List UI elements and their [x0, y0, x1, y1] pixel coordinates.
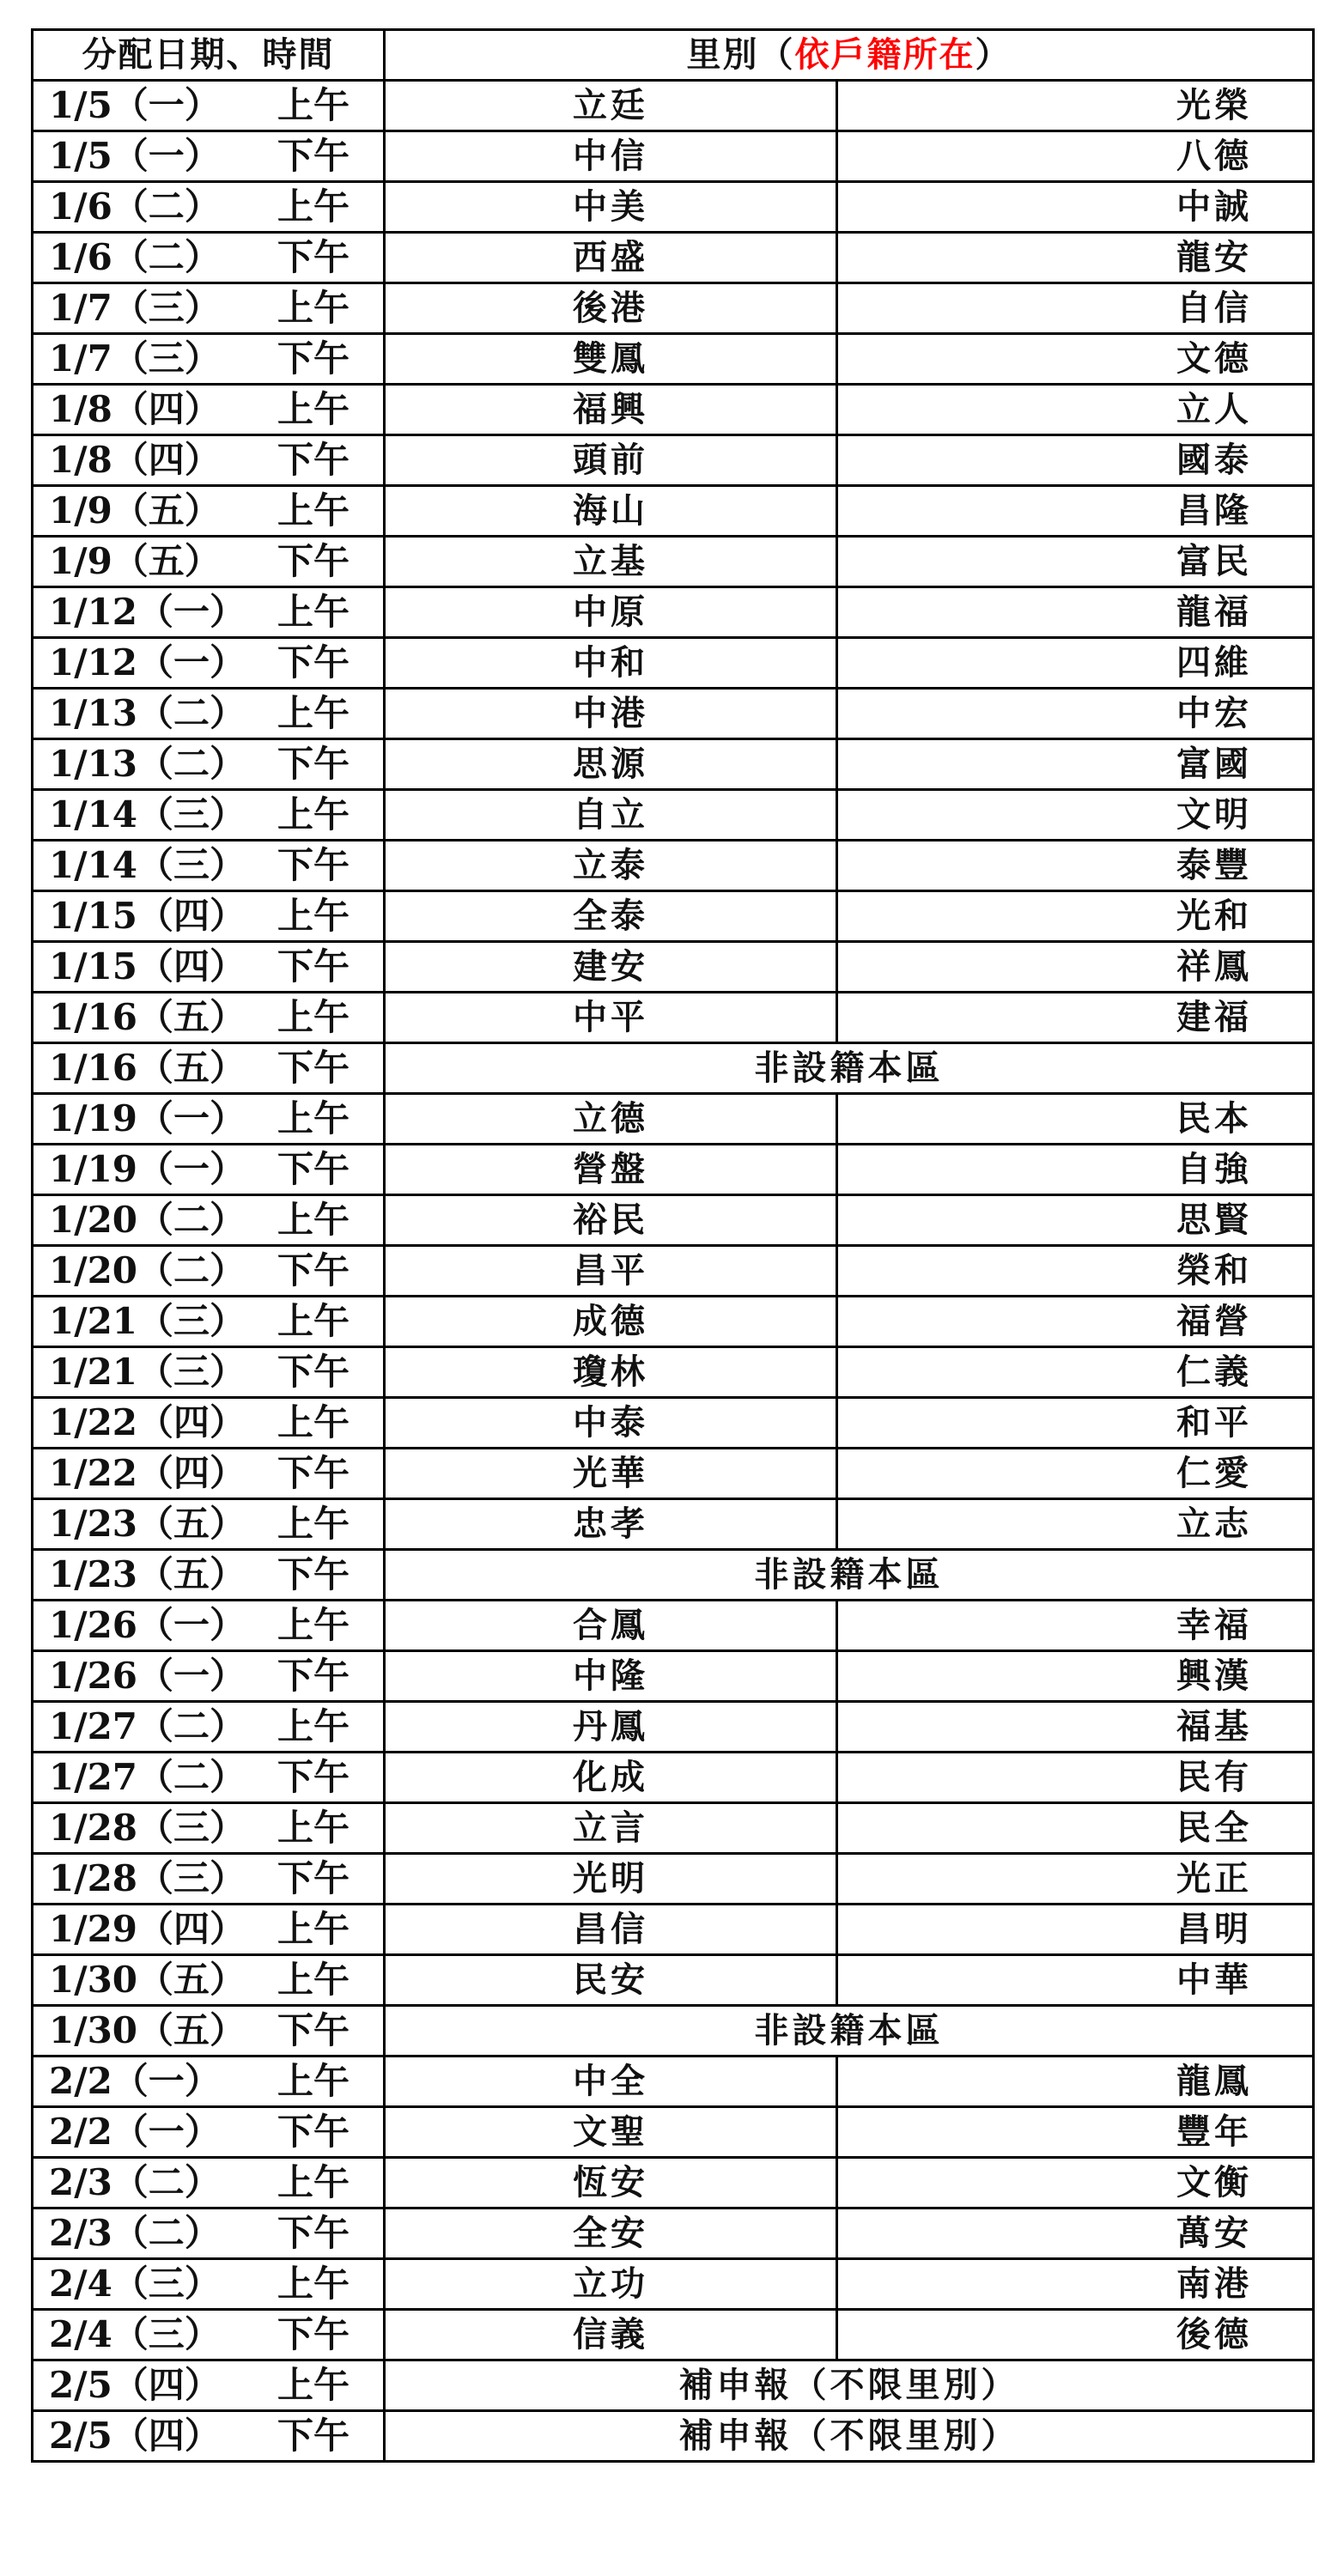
time-label: 下午 [277, 1351, 350, 1393]
village-b-cell: 和平 [837, 1398, 1314, 1449]
table-row [33, 942, 1314, 993]
village-span-cell: 非設籍本區 [385, 2006, 1314, 2057]
village-a-cell: 立基 [385, 537, 837, 587]
village-b-cell: 祥鳳 [837, 942, 1314, 993]
village-a-cell: 瓊林 [385, 1347, 837, 1398]
date-label: 1/12（一） [49, 591, 246, 633]
village-b-cell: 民有 [837, 1753, 1314, 1803]
date-label: 1/27（二） [49, 1756, 246, 1798]
village-b-cell: 後德 [837, 2310, 1314, 2360]
header-village [385, 30, 1314, 81]
time-label: 下午 [277, 135, 350, 177]
village-a-cell: 忠孝 [385, 1499, 837, 1550]
village-a-cell: 中和 [385, 638, 837, 689]
date-label: 1/5（一） [49, 135, 221, 177]
date-label: 1/9（五） [49, 489, 221, 532]
table-row [33, 2006, 1314, 2057]
date-label: 1/8（四） [49, 439, 221, 481]
village-a-cell: 光華 [385, 1449, 837, 1499]
table-row [33, 2158, 1314, 2208]
date-time-cell [33, 435, 385, 486]
table-row [33, 1905, 1314, 1955]
village-a-cell: 中全 [385, 2057, 837, 2107]
date-time-cell [33, 739, 385, 790]
time-label: 上午 [277, 287, 350, 329]
date-label: 1/28（三） [49, 1807, 246, 1849]
time-label: 下午 [277, 1655, 350, 1697]
date-label: 1/12（一） [49, 641, 246, 683]
date-label: 1/13（二） [49, 743, 246, 785]
time-label: 下午 [277, 1857, 350, 1899]
date-label: 2/3（二） [49, 2161, 221, 2203]
village-a-cell: 中原 [385, 587, 837, 638]
time-label: 下午 [277, 641, 350, 683]
date-label: 1/21（三） [49, 1351, 246, 1393]
date-time-cell [33, 1651, 385, 1702]
date-time-cell [33, 2411, 385, 2462]
date-label: 1/14（三） [49, 844, 246, 886]
village-a-cell: 丹鳳 [385, 1702, 837, 1753]
village-b-cell: 自強 [837, 1145, 1314, 1195]
date-time-cell [33, 2158, 385, 2208]
time-label: 下午 [277, 1249, 350, 1291]
village-a-cell: 頭前 [385, 435, 837, 486]
village-span-cell: 補申報（不限里別） [385, 2411, 1314, 2462]
date-label: 1/26（一） [49, 1655, 246, 1697]
date-label: 1/29（四） [49, 1908, 246, 1950]
village-b-cell: 國泰 [837, 435, 1314, 486]
date-time-cell [33, 2208, 385, 2259]
date-time-cell [33, 1145, 385, 1195]
village-a-cell: 西盛 [385, 233, 837, 283]
time-label: 上午 [277, 1908, 350, 1950]
village-b-cell: 光榮 [837, 81, 1314, 131]
header-village-note: 依戶籍所在 [794, 34, 976, 75]
date-label: 1/8（四） [49, 388, 221, 430]
village-b-cell: 中華 [837, 1955, 1314, 2006]
table-row [33, 739, 1314, 790]
village-a-cell: 合鳳 [385, 1601, 837, 1651]
table-row [33, 1803, 1314, 1854]
date-time-cell [33, 1043, 385, 1094]
schedule-body [33, 81, 1314, 2462]
village-a-cell: 海山 [385, 486, 837, 537]
village-b-cell: 中誠 [837, 182, 1314, 233]
table-row [33, 2360, 1314, 2411]
time-label: 上午 [277, 489, 350, 532]
time-label: 上午 [277, 2161, 350, 2203]
table-row [33, 587, 1314, 638]
date-label: 1/27（二） [49, 1705, 246, 1747]
village-a-cell: 思源 [385, 739, 837, 790]
village-b-cell: 龍安 [837, 233, 1314, 283]
date-label: 1/6（二） [49, 185, 221, 228]
village-a-cell: 昌信 [385, 1905, 837, 1955]
header-row [33, 30, 1314, 81]
village-span-cell: 非設籍本區 [385, 1043, 1314, 1094]
date-time-cell [33, 1955, 385, 2006]
time-label: 上午 [277, 185, 350, 228]
time-label: 下午 [277, 2415, 350, 2457]
date-time-cell [33, 1398, 385, 1449]
date-label: 1/21（三） [49, 1300, 246, 1342]
table-row [33, 2107, 1314, 2158]
date-time-cell [33, 1195, 385, 1246]
time-label: 下午 [277, 844, 350, 886]
time-label: 上午 [277, 2364, 350, 2406]
date-label: 1/19（一） [49, 1148, 246, 1190]
village-a-cell: 立廷 [385, 81, 837, 131]
time-label: 上午 [277, 1199, 350, 1241]
table-row [33, 891, 1314, 942]
time-label: 下午 [277, 1148, 350, 1190]
village-a-cell: 文聖 [385, 2107, 837, 2158]
village-b-cell: 文德 [837, 334, 1314, 385]
date-time-cell [33, 2006, 385, 2057]
date-time-cell [33, 1905, 385, 1955]
village-b-cell: 萬安 [837, 2208, 1314, 2259]
village-b-cell: 仁義 [837, 1347, 1314, 1398]
time-label: 上午 [277, 1604, 350, 1646]
date-label: 1/14（三） [49, 793, 246, 835]
village-b-cell: 光和 [837, 891, 1314, 942]
date-time-cell [33, 81, 385, 131]
village-b-cell: 富國 [837, 739, 1314, 790]
date-label: 2/2（一） [49, 2111, 221, 2153]
date-time-cell [33, 1347, 385, 1398]
date-time-cell [33, 1753, 385, 1803]
table-row [33, 1398, 1314, 1449]
village-a-cell: 中泰 [385, 1398, 837, 1449]
time-label: 下午 [277, 2313, 350, 2355]
village-a-cell: 後港 [385, 283, 837, 334]
table-row [33, 1246, 1314, 1297]
time-label: 上午 [277, 1300, 350, 1342]
date-label: 1/23（五） [49, 1503, 246, 1545]
date-time-cell [33, 689, 385, 739]
table-row [33, 1195, 1314, 1246]
time-label: 下午 [277, 540, 350, 582]
table-row [33, 182, 1314, 233]
village-a-cell: 信義 [385, 2310, 837, 2360]
village-span-cell: 補申報（不限里別） [385, 2360, 1314, 2411]
village-b-cell: 光正 [837, 1854, 1314, 1905]
schedule-table [31, 28, 1315, 2463]
table-row [33, 2057, 1314, 2107]
time-label: 下午 [277, 1553, 350, 1595]
date-time-cell [33, 283, 385, 334]
village-a-cell: 營盤 [385, 1145, 837, 1195]
table-row [33, 1854, 1314, 1905]
village-a-cell: 成德 [385, 1297, 837, 1347]
village-b-cell: 福基 [837, 1702, 1314, 1753]
table-row [33, 993, 1314, 1043]
village-span-cell: 非設籍本區 [385, 1550, 1314, 1601]
time-label: 下午 [277, 743, 350, 785]
village-a-cell: 立泰 [385, 841, 837, 891]
date-label: 2/4（三） [49, 2263, 221, 2305]
time-label: 下午 [277, 439, 350, 481]
date-label: 1/7（三） [49, 337, 221, 380]
village-a-cell: 中港 [385, 689, 837, 739]
time-label: 下午 [277, 1047, 350, 1089]
table-row [33, 689, 1314, 739]
date-time-cell [33, 537, 385, 587]
date-label: 1/6（二） [49, 236, 221, 278]
date-time-cell [33, 1094, 385, 1145]
date-time-cell [33, 2107, 385, 2158]
table-row [33, 1955, 1314, 2006]
date-time-cell [33, 2057, 385, 2107]
date-time-cell [33, 233, 385, 283]
village-a-cell: 恆安 [385, 2158, 837, 2208]
header-date-time: 分配日期、時間 [33, 30, 385, 81]
date-label: 1/26（一） [49, 1604, 246, 1646]
village-a-cell: 全泰 [385, 891, 837, 942]
date-time-cell [33, 182, 385, 233]
time-label: 上午 [277, 1705, 350, 1747]
table-row [33, 1449, 1314, 1499]
village-a-cell: 中隆 [385, 1651, 837, 1702]
village-b-cell: 富民 [837, 537, 1314, 587]
time-label: 下午 [277, 945, 350, 987]
time-label: 上午 [277, 84, 350, 126]
date-label: 1/22（四） [49, 1401, 246, 1443]
time-label: 下午 [277, 2212, 350, 2254]
time-label: 下午 [277, 1452, 350, 1494]
date-time-cell [33, 1854, 385, 1905]
date-label: 1/20（二） [49, 1199, 246, 1241]
table-row [33, 1297, 1314, 1347]
date-label: 1/28（三） [49, 1857, 246, 1899]
date-time-cell [33, 942, 385, 993]
village-b-cell: 仁愛 [837, 1449, 1314, 1499]
date-time-cell [33, 1449, 385, 1499]
date-label: 1/15（四） [49, 895, 246, 937]
date-label: 2/3（二） [49, 2212, 221, 2254]
village-a-cell: 光明 [385, 1854, 837, 1905]
village-a-cell: 中平 [385, 993, 837, 1043]
village-a-cell: 立功 [385, 2259, 837, 2310]
header-paren-close: ） [975, 34, 1012, 75]
date-time-cell [33, 486, 385, 537]
village-b-cell: 自信 [837, 283, 1314, 334]
village-a-cell: 昌平 [385, 1246, 837, 1297]
time-label: 上午 [277, 1959, 350, 2001]
date-time-cell [33, 2310, 385, 2360]
village-b-cell: 四維 [837, 638, 1314, 689]
table-row [33, 385, 1314, 435]
time-label: 下午 [277, 337, 350, 380]
date-time-cell [33, 790, 385, 841]
time-label: 上午 [277, 2060, 350, 2102]
date-label: 2/4（三） [49, 2313, 221, 2355]
table-row [33, 233, 1314, 283]
table-row [33, 1043, 1314, 1094]
time-label: 上午 [277, 1807, 350, 1849]
date-label: 1/13（二） [49, 692, 246, 734]
village-b-cell: 幸福 [837, 1601, 1314, 1651]
table-row [33, 131, 1314, 182]
date-label: 1/15（四） [49, 945, 246, 987]
date-label: 1/16（五） [49, 1047, 246, 1089]
date-label: 1/16（五） [49, 996, 246, 1038]
village-b-cell: 南港 [837, 2259, 1314, 2310]
date-label: 1/23（五） [49, 1553, 246, 1595]
time-label: 上午 [277, 1097, 350, 1139]
table-row [33, 790, 1314, 841]
date-time-cell [33, 891, 385, 942]
date-time-cell [33, 587, 385, 638]
date-time-cell [33, 131, 385, 182]
village-b-cell: 榮和 [837, 1246, 1314, 1297]
time-label: 下午 [277, 1756, 350, 1798]
village-b-cell: 泰豐 [837, 841, 1314, 891]
village-a-cell: 建安 [385, 942, 837, 993]
village-b-cell: 八德 [837, 131, 1314, 182]
village-a-cell: 福興 [385, 385, 837, 435]
time-label: 上午 [277, 895, 350, 937]
date-label: 2/2（一） [49, 2060, 221, 2102]
header-village-label: 里別 [686, 34, 759, 75]
table-row [33, 1347, 1314, 1398]
table-row [33, 2208, 1314, 2259]
table-row [33, 2259, 1314, 2310]
village-b-cell: 昌明 [837, 1905, 1314, 1955]
table-row [33, 1550, 1314, 1601]
time-label: 上午 [277, 388, 350, 430]
table-row [33, 2411, 1314, 2462]
village-b-cell: 龍鳳 [837, 2057, 1314, 2107]
table-row [33, 81, 1314, 131]
table-row [33, 486, 1314, 537]
date-time-cell [33, 1803, 385, 1854]
village-a-cell: 立德 [385, 1094, 837, 1145]
date-label: 1/7（三） [49, 287, 221, 329]
table-row [33, 2310, 1314, 2360]
village-b-cell: 立人 [837, 385, 1314, 435]
table-row [33, 1702, 1314, 1753]
village-b-cell: 昌隆 [837, 486, 1314, 537]
date-label: 1/30（五） [49, 1959, 246, 2001]
village-b-cell: 文衡 [837, 2158, 1314, 2208]
table-row [33, 1651, 1314, 1702]
date-time-cell [33, 1246, 385, 1297]
date-label: 2/5（四） [49, 2415, 221, 2457]
village-a-cell: 裕民 [385, 1195, 837, 1246]
village-a-cell: 中信 [385, 131, 837, 182]
village-b-cell: 豐年 [837, 2107, 1314, 2158]
table-row [33, 841, 1314, 891]
time-label: 上午 [277, 591, 350, 633]
table-row [33, 1499, 1314, 1550]
header-paren-open: （ [758, 34, 795, 75]
date-label: 1/19（一） [49, 1097, 246, 1139]
village-b-cell: 建福 [837, 993, 1314, 1043]
date-time-cell [33, 841, 385, 891]
table-row [33, 1601, 1314, 1651]
table-row [33, 1145, 1314, 1195]
village-b-cell: 龍福 [837, 587, 1314, 638]
date-time-cell [33, 638, 385, 689]
table-row [33, 1753, 1314, 1803]
time-label: 上午 [277, 1401, 350, 1443]
date-label: 1/20（二） [49, 1249, 246, 1291]
time-label: 下午 [277, 2111, 350, 2153]
village-a-cell: 民安 [385, 1955, 837, 2006]
village-b-cell: 思賢 [837, 1195, 1314, 1246]
date-time-cell [33, 993, 385, 1043]
date-label: 1/30（五） [49, 2009, 246, 2051]
table-row [33, 435, 1314, 486]
date-time-cell [33, 1702, 385, 1753]
village-a-cell: 化成 [385, 1753, 837, 1803]
date-time-cell [33, 1601, 385, 1651]
date-label: 1/22（四） [49, 1452, 246, 1494]
date-label: 1/9（五） [49, 540, 221, 582]
time-label: 上午 [277, 2263, 350, 2305]
time-label: 下午 [277, 2009, 350, 2051]
table-row [33, 1094, 1314, 1145]
date-time-cell [33, 2259, 385, 2310]
village-b-cell: 立志 [837, 1499, 1314, 1550]
village-a-cell: 立言 [385, 1803, 837, 1854]
time-label: 上午 [277, 793, 350, 835]
table-row [33, 334, 1314, 385]
village-b-cell: 興漢 [837, 1651, 1314, 1702]
date-time-cell [33, 1550, 385, 1601]
village-a-cell: 中美 [385, 182, 837, 233]
date-time-cell [33, 334, 385, 385]
date-label: 1/5（一） [49, 84, 221, 126]
time-label: 上午 [277, 1503, 350, 1545]
date-time-cell [33, 385, 385, 435]
village-b-cell: 民本 [837, 1094, 1314, 1145]
date-time-cell [33, 1499, 385, 1550]
village-b-cell: 中宏 [837, 689, 1314, 739]
village-a-cell: 自立 [385, 790, 837, 841]
village-a-cell: 全安 [385, 2208, 837, 2259]
village-b-cell: 民全 [837, 1803, 1314, 1854]
date-time-cell [33, 2360, 385, 2411]
date-time-cell [33, 1297, 385, 1347]
date-label: 2/5（四） [49, 2364, 221, 2406]
village-a-cell: 雙鳳 [385, 334, 837, 385]
table-row [33, 638, 1314, 689]
time-label: 下午 [277, 236, 350, 278]
village-b-cell: 文明 [837, 790, 1314, 841]
table-row [33, 283, 1314, 334]
time-label: 上午 [277, 692, 350, 734]
table-row [33, 537, 1314, 587]
time-label: 上午 [277, 996, 350, 1038]
village-b-cell: 福營 [837, 1297, 1314, 1347]
